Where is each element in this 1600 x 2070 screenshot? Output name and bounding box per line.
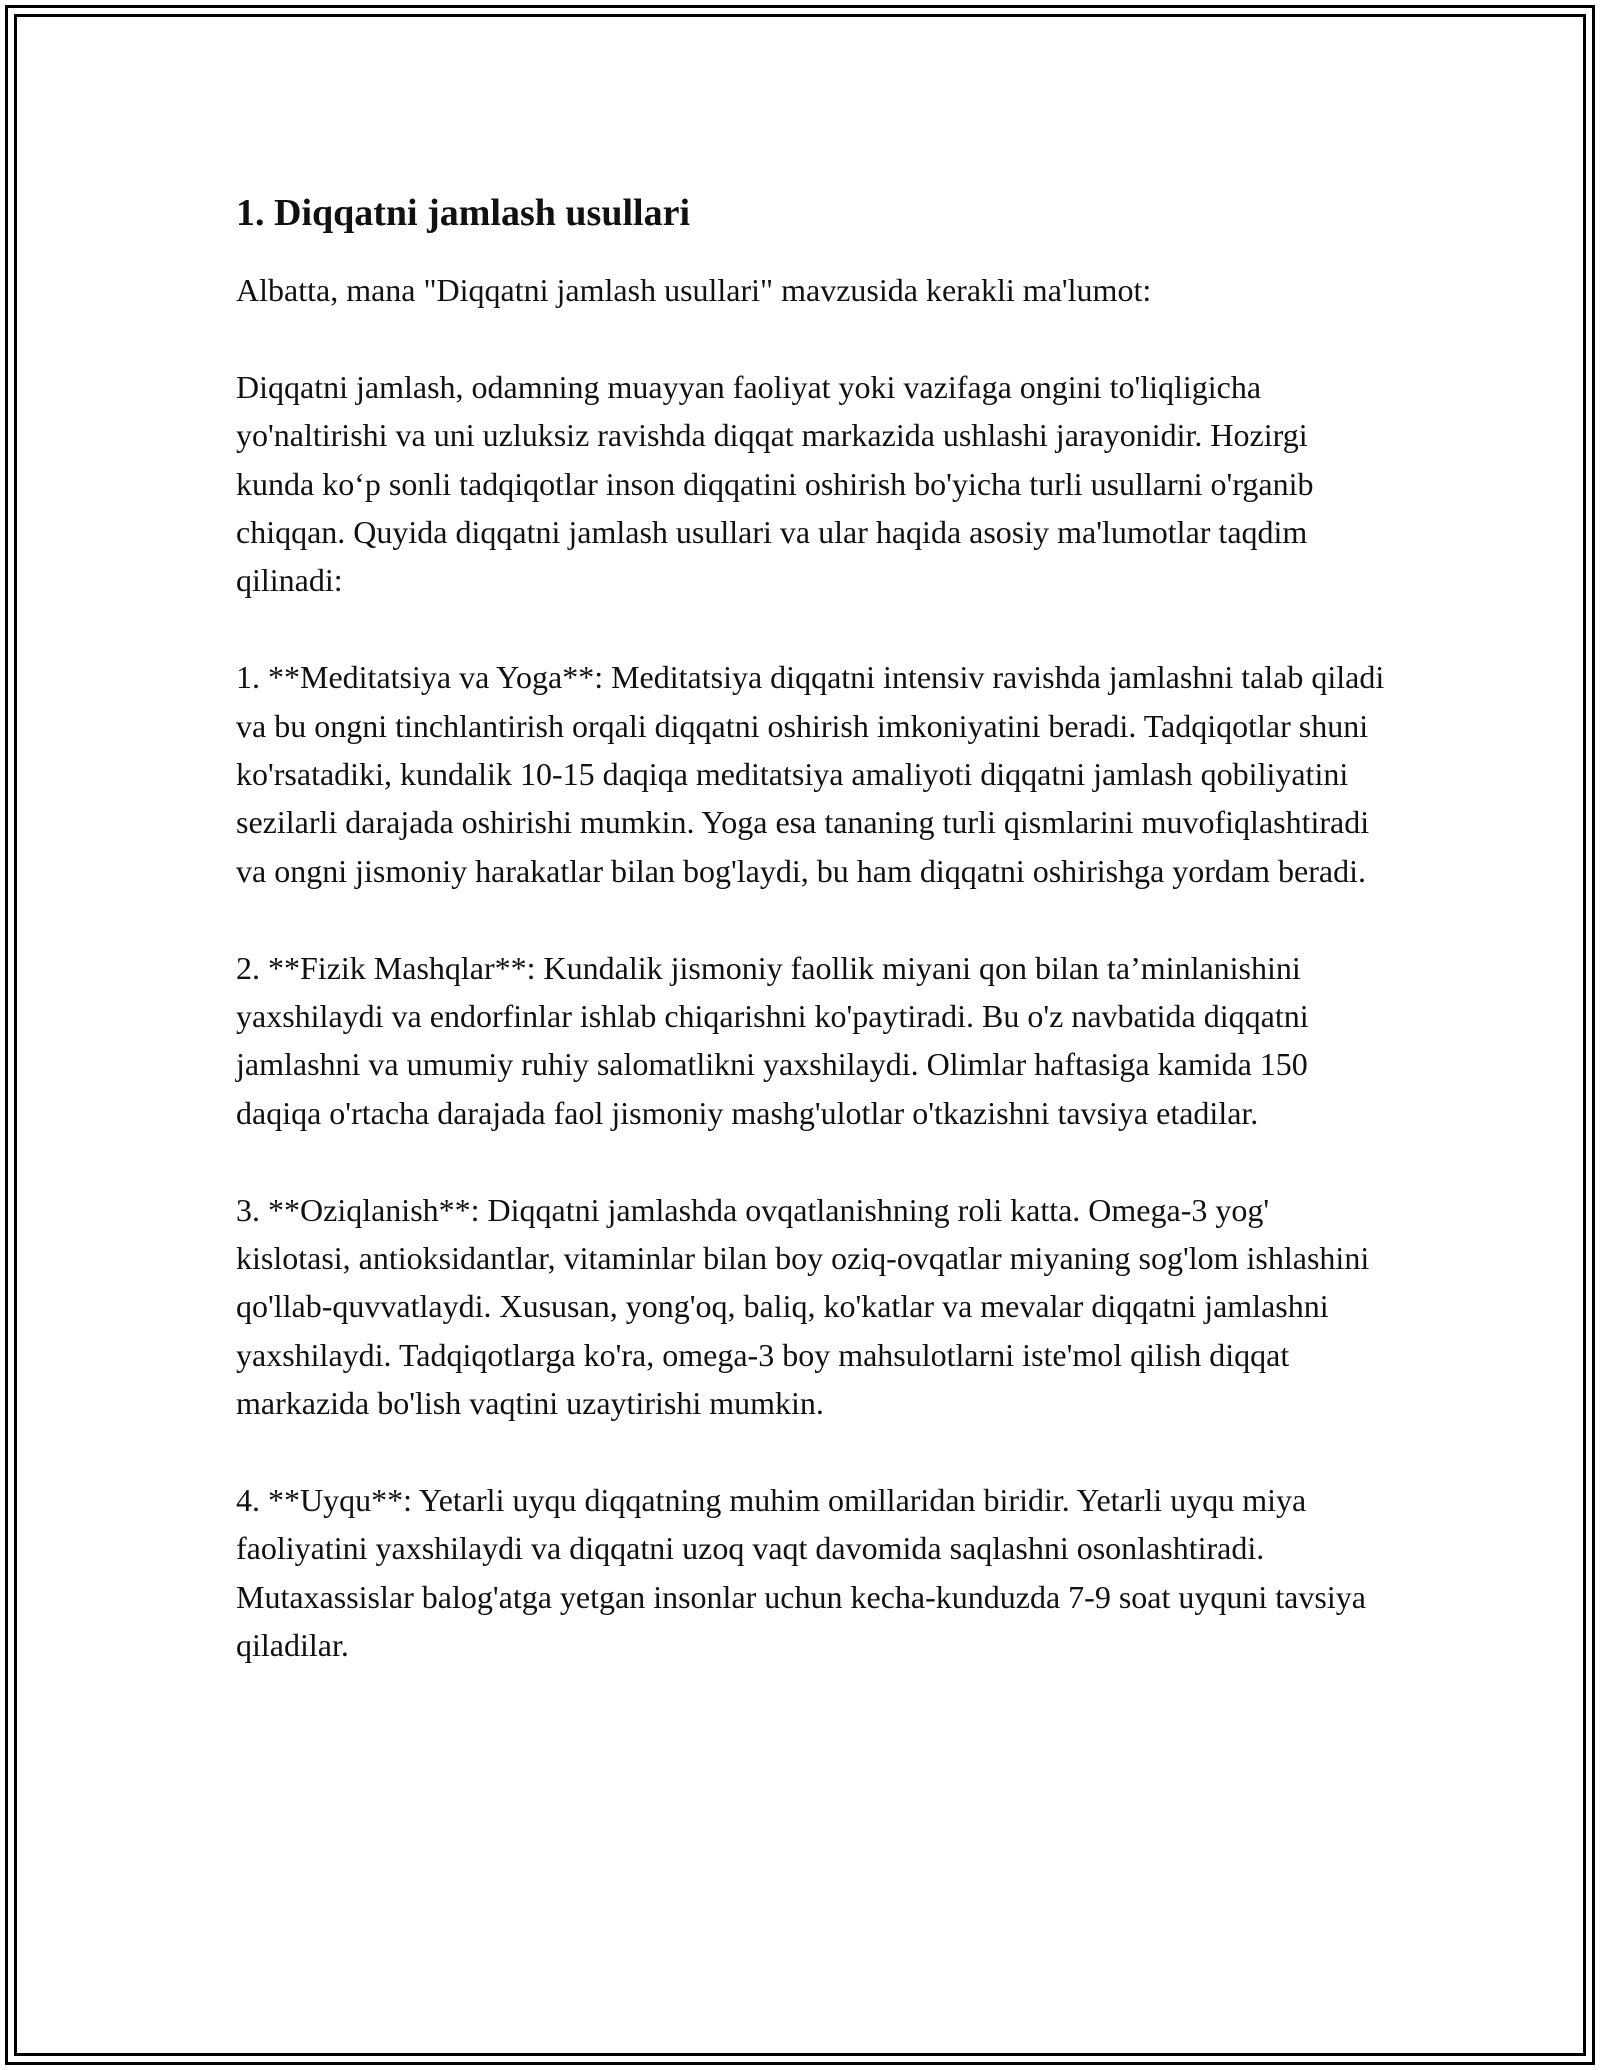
method-sleep-paragraph: 4. **Uyqu**: Yetarli uyqu diqqatning muhim omillaridan biridir. Yetarli uyqu miya faoliyatini yaxshilaydi va diqqatni uzoq vaqt davomida saqlashni osonlashtiradi. Mutaxassislar balog'atga yetgan insonlar uchun kecha-kunduzda 7-9 soat uyquni tavsiya qiladilar.	[236, 1482, 1366, 1664]
method-meditation-paragraph: 1. **Meditatsiya va Yoga**: Meditatsiya diqqatni intensiv ravishda jamlashni talab qiladi va bu ongni tinchlantirish orqali diqqatni oshirish imkoniyatini beradi. Tadqiqotlar shuni ko'rsatadiki, kundalik 10-15 daqiqa meditatsiya amaliyoti diqqatni jamlash qobiliyatini sezilarli darajada oshirishi mumkin. Yoga esa tananing turli qismlarini muvofiqlashtiradi va ongni jismoniy harakatlar bilan bog'laydi, bu ham diqqatni oshirishga yordam beradi.	[236, 659, 1385, 889]
overview-paragraph: Diqqatni jamlash, odamning muayyan faoliyat yoki vazifaga ongini to'liqligicha yo'naltirishi va uni uzluksiz ravishda diqqat markazida ushlashi jarayonidir. Hozirgi kunda ko‘p sonli tadqiqotlar inson diqqatini oshirish bo'yicha turli usullarni o'rganib chiqqan. Quyida diqqatni jamlash usullari va ular haqida asosiy ma'lumotlar taqdim qilinadi:	[236, 368, 1314, 599]
method-nutrition-paragraph: 3. **Oziqlanish**: Diqqatni jamlashda ovqatlanishning roli katta. Omega-3 yog' kislotasi, antioksidantlar, vitaminlar bilan boy oziq-ovqatlar miyaning sog'lom ishlashini qo'llab-quvvatlaydi. Xususan, yong'oq, baliq, ko'katlar va mevalar diqqatni jamlashni yaxshilaydi. Tadqiqotlarga ko'ra, omega-3 boy mahsulotlarni iste'mol qilish diqqat markazida bo'lish vaqtini uzaytirishi mumkin.	[236, 1191, 1370, 1422]
method-exercise-paragraph: 2. **Fizik Mashqlar**: Kundalik jismoniy faollik miyani qon bilan ta’minlanishini yaxshilaydi va endorfinlar ishlab chiqarishni ko'paytiradi. Bu o'z navbatida diqqatni jamlashni va umumiy ruhiy salomatlikni yaxshilaydi. Olimlar haftasiga kamida 150 daqiqa o'rtacha darajada faol jismoniy mashg'ulotlar o'tkazishni tavsiya etadilar.	[236, 949, 1309, 1131]
intro-paragraph: Albatta, mana "Diqqatni jamlash usullari" mavzusida kerakli ma'lumot:	[236, 272, 1152, 308]
document-body	[236, 188, 1386, 1718]
document-title: 1. Diqqatni jamlash usullari	[236, 192, 690, 234]
